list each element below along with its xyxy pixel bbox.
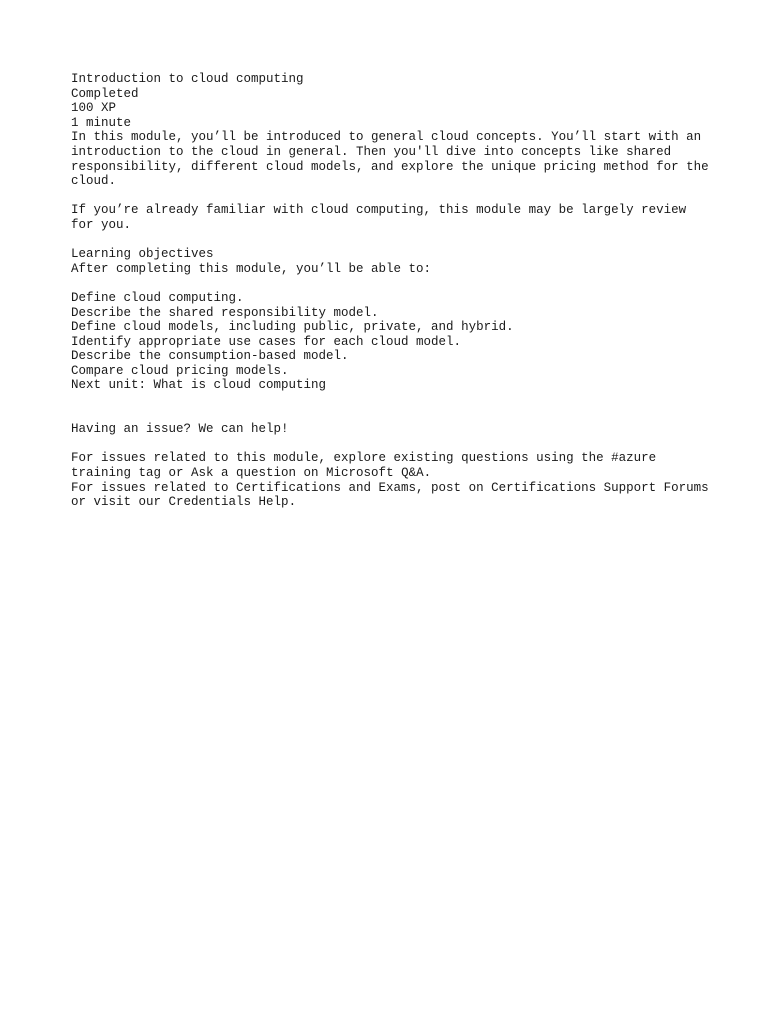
spacer [71,276,711,291]
objective-item: Describe the consumption-based model. [71,349,349,364]
help-text: For issues related to this module, explore existing questions using the [71,451,612,466]
module-page [71,72,717,510]
objective-item: Compare cloud pricing models. [71,363,289,378]
next-unit-anchor[interactable]: Next unit: What is cloud computing [71,378,327,393]
help-text: . [423,466,432,481]
spacer [71,437,711,452]
credentials-help-link[interactable]: Credentials Help [168,495,289,510]
duration: 1 minute [71,115,132,130]
help-text: or visit our [71,480,717,510]
help-text: For issues related to Certifications and Exams, post on [71,480,492,495]
completion-status: Completed [71,86,139,101]
xp-value: 100 XP [71,101,117,116]
objective-item: Define cloud models, including public, private, and hybrid. [71,320,514,335]
spacer [71,189,711,204]
help-text: tag or [131,466,192,481]
objective-item: Describe the shared responsibility model. [71,305,379,320]
module-title: Introduction to cloud computing [71,72,304,86]
spacer [71,393,711,422]
azure-training-tag-link[interactable]: #azure training [71,451,664,481]
help-module-issues [71,451,711,480]
objective-item: Define cloud computing. [71,290,244,305]
help-text: . [288,495,297,510]
ask-question-link[interactable]: Ask a question on Microsoft Q&A [191,466,424,481]
objectives-lead: After completing this module, you’ll be able to: [71,261,432,276]
help-heading: Having an issue? We can help! [71,422,289,437]
objectives-heading: Learning objectives [71,247,214,262]
spacer [71,233,711,248]
help-certification-issues [71,480,717,510]
objective-item: Identify appropriate use cases for each cloud model. [71,334,462,349]
certifications-forums-link[interactable]: Certifications Support Forums [491,480,709,495]
next-unit-link[interactable] [71,378,711,393]
intro-paragraph: In this module, you’ll be introduced to general cloud concepts. You’ll start with an introduction to the cloud in general. Then you'll dive into concepts like shared responsibility, different cloud models, and explore the unique pricing method for the cloud. [71,130,717,189]
intro-review-paragraph: If you’re already familiar with cloud computing, this module may be largely review for you. [71,203,694,232]
